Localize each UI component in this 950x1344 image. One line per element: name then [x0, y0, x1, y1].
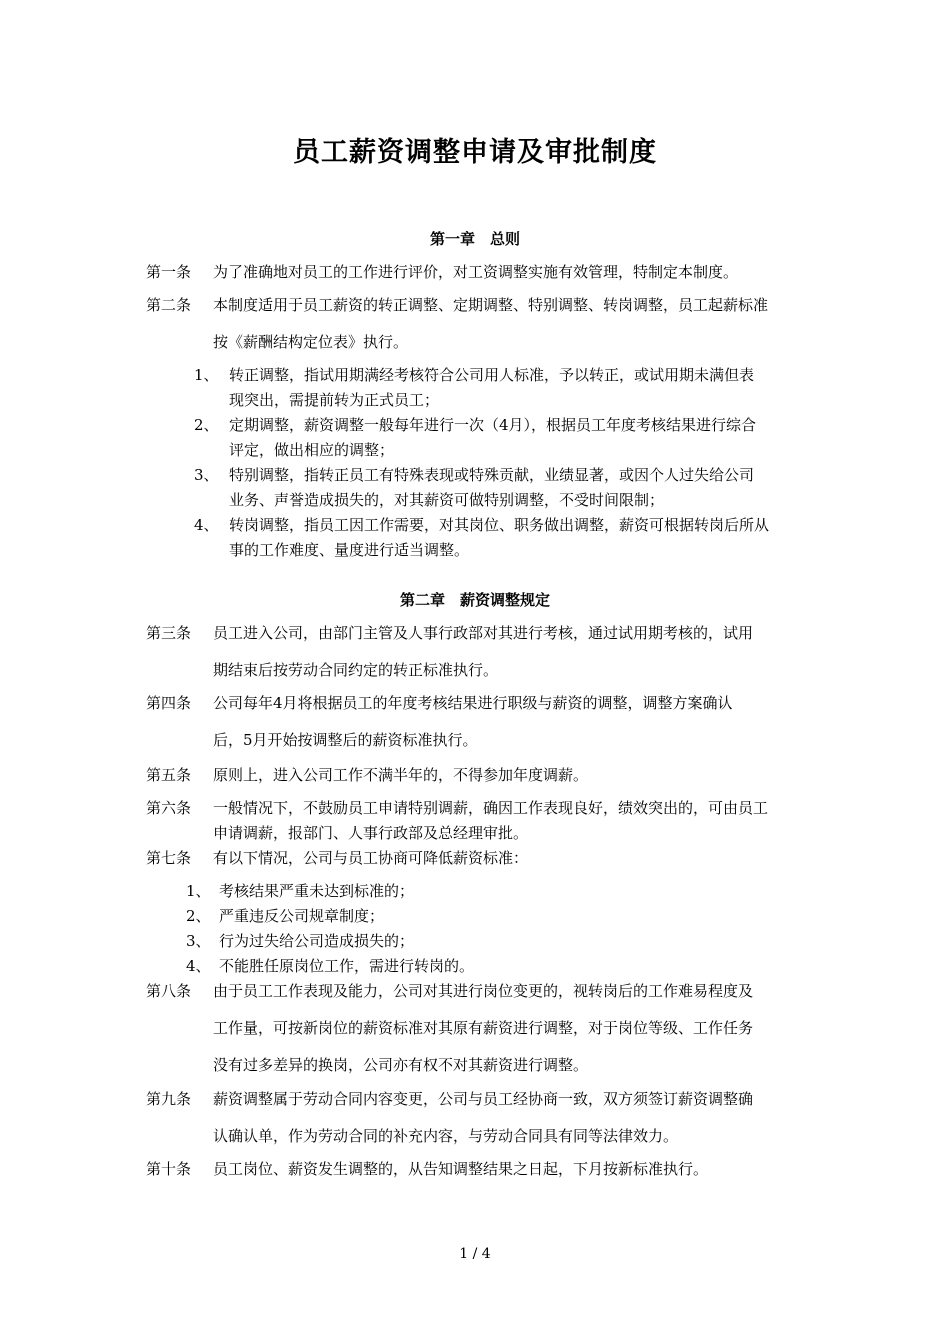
- article-text: 后，5月开始按调整后的薪资标准执行。: [213, 731, 478, 749]
- item-text: 特别调整，指转正员工有特殊表现或特殊贡献，业绩显著，或因个人过失给公司: [229, 466, 755, 484]
- item-text: 考核结果严重未达到标准的；: [219, 882, 415, 900]
- item-number: 2、: [194, 416, 219, 434]
- item-text: 现突出，需提前转为正式员工；: [229, 391, 440, 409]
- article-text: 由于员工工作表现及能力，公司对其进行岗位变更的，视转岗后的工作难易程度及: [213, 982, 754, 1000]
- article-text: 员工进入公司，由部门主管及人事行政部对其进行考核，通过试用期考核的，试用: [213, 624, 754, 642]
- article-text: 有以下情况，公司与员工协商可降低薪资标准：: [213, 849, 529, 867]
- article-text: 按《薪酬结构定位表》执行。: [213, 333, 409, 351]
- item-number: 3、: [194, 466, 219, 484]
- article-text: 工作量，可按新岗位的薪资标准对其原有薪资进行调整，对于岗位等级、工作任务: [213, 1019, 754, 1037]
- item-text: 不能胜任原岗位工作，需进行转岗的。: [219, 957, 475, 975]
- article-number: 第二条: [146, 296, 192, 314]
- item-text: 行为过失给公司造成损失的；: [219, 932, 415, 950]
- article-text: 申请调薪，报部门、人事行政部及总经理审批。: [213, 824, 529, 842]
- article-number: 第一条: [146, 263, 192, 281]
- item-text: 事的工作难度、量度进行适当调整。: [229, 541, 470, 559]
- article-text: 公司每年4月将根据员工的年度考核结果进行职级与薪资的调整，调整方案确认: [213, 694, 733, 712]
- item-number: 1、: [194, 366, 219, 384]
- article-text: 本制度适用于员工薪资的转正调整、定期调整、特别调整、转岗调整，员工起薪标准: [213, 296, 769, 314]
- article-number: 第三条: [146, 624, 192, 642]
- article-number: 第九条: [146, 1090, 192, 1108]
- article-number: 第四条: [146, 694, 192, 712]
- chapter-1-heading: 第一章 总则: [429, 230, 520, 248]
- item-number: 3、: [186, 932, 211, 950]
- item-text: 评定，做出相应的调整；: [229, 441, 395, 459]
- article-text: 为了准确地对员工的工作进行评价，对工资调整实施有效管理，特制定本制度。: [213, 263, 739, 281]
- article-number: 第五条: [146, 766, 192, 784]
- article-number: 第十条: [146, 1160, 192, 1178]
- article-text: 认确认单，作为劳动合同的补充内容，与劳动合同具有同等法律效力。: [213, 1127, 679, 1145]
- article-text: 一般情况下，不鼓励员工申请特别调薪，确因工作表现良好，绩效突出的，可由员工: [213, 799, 769, 817]
- item-number: 4、: [186, 957, 211, 975]
- item-number: 4、: [194, 516, 219, 534]
- article-number: 第八条: [146, 982, 192, 1000]
- item-text: 业务、声誉造成损失的，对其薪资可做特别调整，不受时间限制；: [229, 491, 665, 509]
- item-number: 2、: [186, 907, 211, 925]
- item-text: 严重违反公司规章制度；: [219, 907, 385, 925]
- item-text: 定期调整，薪资调整一般每年进行一次（4月），根据员工年度考核结果进行综合: [229, 416, 757, 434]
- article-text: 原则上，进入公司工作不满半年的，不得参加年度调薪。: [213, 766, 589, 784]
- item-text: 转正调整，指试用期满经考核符合公司用人标准，予以转正，或试用期未满但表: [229, 366, 755, 384]
- item-number: 1、: [186, 882, 211, 900]
- item-text: 转岗调整，指员工因工作需要，对其岗位、职务做出调整，薪资可根据转岗后所从: [229, 516, 770, 534]
- article-text: 薪资调整属于劳动合同内容变更，公司与员工经协商一致，双方须签订薪资调整确: [213, 1090, 754, 1108]
- article-number: 第六条: [146, 799, 192, 817]
- article-text: 没有过多差异的换岗，公司亦有权不对其薪资进行调整。: [213, 1056, 589, 1074]
- article-text: 员工岗位、薪资发生调整的，从告知调整结果之日起，下月按新标准执行。: [213, 1160, 709, 1178]
- page-number: 1 / 4: [459, 1246, 491, 1262]
- article-number: 第七条: [146, 849, 192, 867]
- chapter-2-heading: 第二章 薪资调整规定: [399, 591, 550, 609]
- article-text: 期结束后按劳动合同约定的转正标准执行。: [213, 661, 499, 679]
- document-title: 员工薪资调整申请及审批制度: [293, 137, 657, 168]
